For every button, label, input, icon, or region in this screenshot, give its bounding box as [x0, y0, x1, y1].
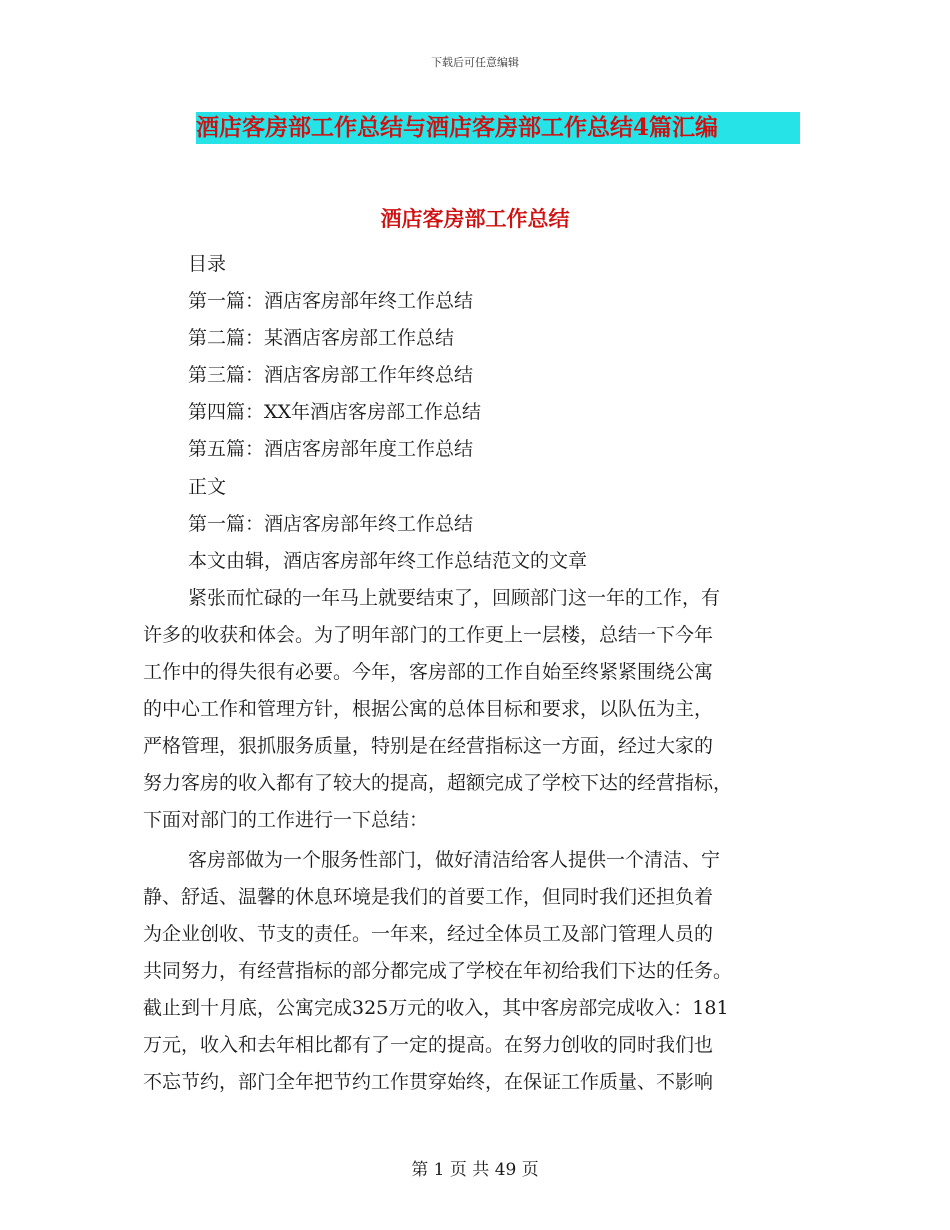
paragraph-line: 共同努力，有经营指标的部分都完成了学校在年初给我们下达的任务。 — [143, 960, 733, 982]
paragraph-line: 紧张而忙碌的一年马上就要结束了，回顾部门这一年的工作，有 — [188, 587, 721, 609]
section-heading: 酒店客房部工作总结 — [380, 206, 570, 231]
toc-item: 第三篇：酒店客房部工作年终总结 — [188, 364, 474, 386]
paragraph-line: 不忘节约，部门全年把节约工作贯穿始终，在保证工作质量、不影响 — [143, 1071, 714, 1093]
toc-item: 第四篇：XX年酒店客房部工作总结 — [188, 401, 482, 423]
paragraph-line: 客房部做为一个服务性部门，做好清洁给客人提供一个清洁、宁 — [188, 849, 721, 871]
paragraph-line: 为企业创收、节支的责任。一年来，经过全体员工及部门管理人员的 — [143, 923, 714, 945]
paragraph-line: 严格管理，狠抓服务质量，特别是在经营指标这一方面，经过大家的 — [143, 735, 714, 757]
paragraph-line: 静、舒适、温馨的休息环境是我们的首要工作，但同时我们还担负着 — [143, 886, 714, 908]
paragraph-line: 许多的收获和体会。为了明年部门的工作更上一层楼，总结一下今年 — [143, 624, 714, 646]
toc-item: 第二篇：某酒店客房部工作总结 — [188, 327, 455, 349]
intro-line: 本文由辑，酒店客房部年终工作总结范文的文章 — [188, 550, 588, 572]
document-title: 酒店客房部工作总结与酒店客房部工作总结4篇汇编 — [196, 112, 800, 144]
paragraph-line: 万元，收入和去年相比都有了一定的提高。在努力创收的同时我们也 — [143, 1034, 714, 1056]
toc-item: 第一篇：酒店客房部年终工作总结 — [188, 290, 474, 312]
body-heading: 正文 — [188, 476, 227, 498]
header-note: 下载后可任意编辑 — [431, 56, 519, 69]
paragraph-line: 下面对部门的工作进行一下总结： — [143, 809, 429, 831]
section-title: 第一篇：酒店客房部年终工作总结 — [188, 513, 474, 535]
toc-heading: 目录 — [188, 253, 227, 275]
page-footer: 第 1 页 共 49 页 — [411, 1160, 539, 1180]
paragraph-line: 努力客房的收入都有了较大的提高，超额完成了学校下达的经营指标， — [143, 772, 733, 794]
toc-item: 第五篇：酒店客房部年度工作总结 — [188, 438, 474, 460]
paragraph-line: 工作中的得失很有必要。今年，客房部的工作自始至终紧紧围绕公寓 — [143, 661, 714, 683]
paragraph-line: 的中心工作和管理方针，根据公寓的总体目标和要求，以队伍为主， — [143, 698, 714, 720]
paragraph-line: 截止到十月底，公寓完成325万元的收入，其中客房部完成收入：181 — [143, 997, 729, 1019]
